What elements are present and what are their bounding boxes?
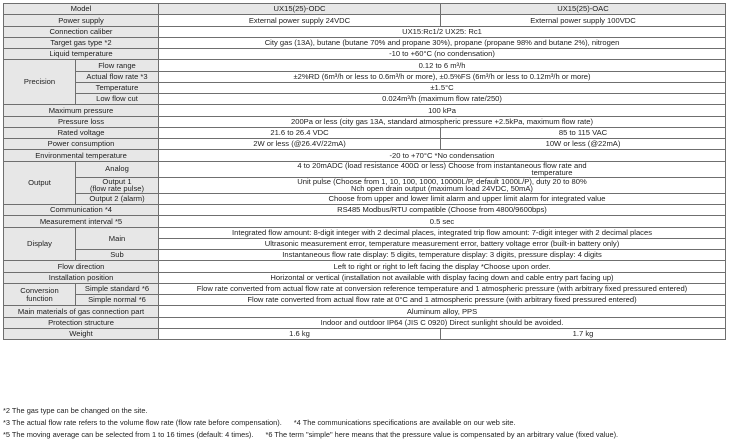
footnote-line-3-4 (3, 419, 725, 431)
label-conversion-line2: function (26, 293, 53, 303)
label-flow-direction: Flow direction (4, 261, 159, 272)
value-simple-standard: Flow rate converted from actual flow rate at conversion reference temperature and 1 atmospheric pressure (with arbitrary fixed pressured entered) (159, 283, 726, 294)
label-output-1 (76, 177, 159, 193)
row-installation-position (4, 272, 726, 283)
label-precision: Precision (4, 60, 76, 105)
header-oac: UX15(25)-OAC (441, 4, 726, 15)
label-output: Output (4, 161, 76, 205)
value-output-1-line1: Unit pulse (Choose from 1, 10, 100, 1000, 10000L/P, default 1000L/P), duty 20 to 80% (297, 177, 587, 186)
row-output-2 (4, 193, 726, 204)
row-protection-structure (4, 317, 726, 328)
value-connection-caliber: UX15:Rc1/2 UX25: Rc1 (159, 26, 726, 37)
value-power-supply-oac: External power supply 100VDC (441, 15, 726, 26)
value-power-consumption-odc: 2W or less (@26.4V/22mA) (159, 139, 441, 150)
label-actual-flow-rate: Actual flow rate *3 (76, 71, 159, 82)
row-pressure-loss (4, 116, 726, 127)
label-pressure-loss: Pressure loss (4, 116, 159, 127)
label-weight: Weight (4, 328, 159, 339)
label-simple-normal: Simple normal *6 (76, 295, 159, 306)
label-simple-standard: Simple standard *6 (76, 283, 159, 294)
value-analog-line2: temperature (531, 168, 573, 178)
label-installation-position: Installation position (4, 272, 159, 283)
value-display-sub: Instantaneous flow rate display: 5 digits, temperature display: 3 digits, pressure display: 4 digits (159, 250, 726, 261)
label-conversion-line1: Conversion (20, 286, 59, 296)
label-display-main: Main (76, 227, 159, 250)
label-communication: Communication *4 (4, 205, 159, 216)
row-measurement-interval (4, 216, 726, 227)
label-maximum-pressure: Maximum pressure (4, 105, 159, 116)
row-temperature-precision (4, 82, 726, 93)
header-odc: UX15(25)-ODC (159, 4, 441, 15)
value-communication: RS485 Modbus/RTU compatible (Choose from 4800/9600bps) (159, 205, 726, 216)
row-environmental-temperature (4, 150, 726, 161)
footnote-line-5-6 (3, 431, 725, 443)
label-output-2: Output 2 (alarm) (76, 193, 159, 204)
value-installation-position: Horizontal or vertical (installation not available with display facing down and cable entry part facing up) (159, 272, 726, 283)
footnote-2: *2 The gas type can be changed on the site. (3, 407, 148, 415)
value-low-flow-cut: 0.024m³/h (maximum flow rate/250) (159, 94, 726, 105)
row-low-flow-cut (4, 94, 726, 105)
value-output-2-text: Choose from upper and lower limit alarm and upper limit alarm for integrated value (328, 194, 606, 204)
label-low-flow-cut: Low flow cut (76, 94, 159, 105)
row-power-consumption (4, 139, 726, 150)
label-conversion-function (4, 283, 76, 306)
value-output-1 (159, 177, 726, 193)
value-temperature: ±1.5°C (159, 82, 726, 93)
label-measurement-interval: Measurement interval *5 (4, 216, 159, 227)
value-pressure-loss: 200Pa or less (city gas 13A, standard atmospheric pressure +2.5kPa, maximum flow rate) (159, 116, 726, 127)
value-main-materials: Aluminum alloy, PPS (159, 306, 726, 317)
footnotes (3, 407, 725, 443)
row-flow-direction (4, 261, 726, 272)
row-flow-range (4, 60, 726, 71)
specification-table (3, 3, 726, 340)
row-connection-caliber (4, 26, 726, 37)
footnote-5: *5 The moving average can be selected from 1 to 16 times (default: 4 times). (3, 431, 254, 439)
row-target-gas (4, 37, 726, 48)
label-target-gas: Target gas type *2 (4, 37, 159, 48)
row-communication (4, 205, 726, 216)
footnote-3: *3 The actual flow rate refers to the volume flow rate (flow rate before compensation). (3, 419, 282, 427)
label-rated-voltage: Rated voltage (4, 127, 159, 138)
value-simple-normal: Flow rate converted from actual flow rate at 0°C and 1 atmospheric pressure (with arbitrary fixed pressured entered) (159, 295, 726, 306)
value-analog-line1: 4 to 20mADC (load resistance 400Ω or less) Choose from instantaneous flow rate and (297, 161, 587, 170)
label-main-materials: Main materials of gas connection part (4, 306, 159, 317)
value-power-supply-odc: External power supply 24VDC (159, 15, 441, 26)
value-output-2 (159, 193, 726, 204)
header-model: Model (4, 4, 159, 15)
label-output-1-line1: Output 1 (102, 177, 132, 186)
row-conversion-standard (4, 283, 726, 294)
label-protection-structure: Protection structure (4, 317, 159, 328)
value-environmental-temperature: -20 to +70°C *No condensation (159, 150, 726, 161)
row-weight (4, 328, 726, 339)
header-row (4, 4, 726, 15)
row-main-materials (4, 306, 726, 317)
value-power-consumption-oac: 10W or less (@22mA) (441, 139, 726, 150)
value-target-gas: City gas (13A), butane (butane 70% and propane 30%), propane (propane 98% and butane 2%), nitrogen (159, 37, 726, 48)
label-environmental-temperature: Environmental temperature (4, 150, 159, 161)
footnote-6: *6 The term "simple" here means that the pressure value is compensated by an arbitrary value (fixed value). (265, 431, 619, 439)
label-display-sub: Sub (76, 250, 159, 261)
value-liquid-temperature: -10 to +60°C (no condensation) (159, 49, 726, 60)
row-liquid-temperature (4, 49, 726, 60)
label-power-consumption: Power consumption (4, 139, 159, 150)
value-weight-oac: 1.7 kg (441, 328, 726, 339)
label-flow-range: Flow range (76, 60, 159, 71)
row-actual-flow-rate (4, 71, 726, 82)
label-liquid-temperature: Liquid temperature (4, 49, 159, 60)
label-temperature: Temperature (76, 82, 159, 93)
label-connection-caliber: Connection caliber (4, 26, 159, 37)
row-conversion-normal (4, 295, 726, 306)
value-measurement-interval: 0.5 sec (159, 216, 726, 227)
row-display-main-1 (4, 227, 726, 238)
value-weight-odc: 1.6 kg (159, 328, 441, 339)
value-flow-direction: Left to right or right to left facing the display *Choose upon order. (159, 261, 726, 272)
label-analog: Analog (76, 161, 159, 177)
row-output-analog (4, 161, 726, 177)
value-flow-range: 0.12 to 6 m³/h (159, 60, 726, 71)
row-rated-voltage (4, 127, 726, 138)
row-output-1 (4, 177, 726, 193)
footnote-4: *4 The communications specifications are available on our web site. (293, 419, 516, 427)
value-protection-structure: Indoor and outdoor IP64 (JIS C 0920) Direct sunlight should be avoided. (159, 317, 726, 328)
value-output-1-line2: Nch open drain output (maximum load 24VDC, 50mA) (351, 184, 533, 194)
value-display-main-line1: Integrated flow amount: 8-digit integer with 2 decimal places, integrated trip flow amount: 7-digit integer with 2 decimal places (159, 227, 726, 238)
value-actual-flow-rate: ±2%RD (6m³/h or less to 0.6m³/h or more), ±0.5%FS (6m³/h or less to 0.12m³/h or more) (159, 71, 726, 82)
value-display-main-line2: Ultrasonic measurement error, temperature measurement error, battery voltage error (built-in battery only) (159, 238, 726, 249)
label-output-1-line2: (flow rate pulse) (89, 184, 145, 194)
value-rated-voltage-oac: 85 to 115 VAC (441, 127, 726, 138)
value-maximum-pressure: 100 kPa (159, 105, 726, 116)
row-power-supply (4, 15, 726, 26)
label-display: Display (4, 227, 76, 261)
label-power-supply: Power supply (4, 15, 159, 26)
row-maximum-pressure (4, 105, 726, 116)
value-analog (159, 161, 726, 177)
value-rated-voltage-odc: 21.6 to 26.4 VDC (159, 127, 441, 138)
row-display-sub (4, 250, 726, 261)
